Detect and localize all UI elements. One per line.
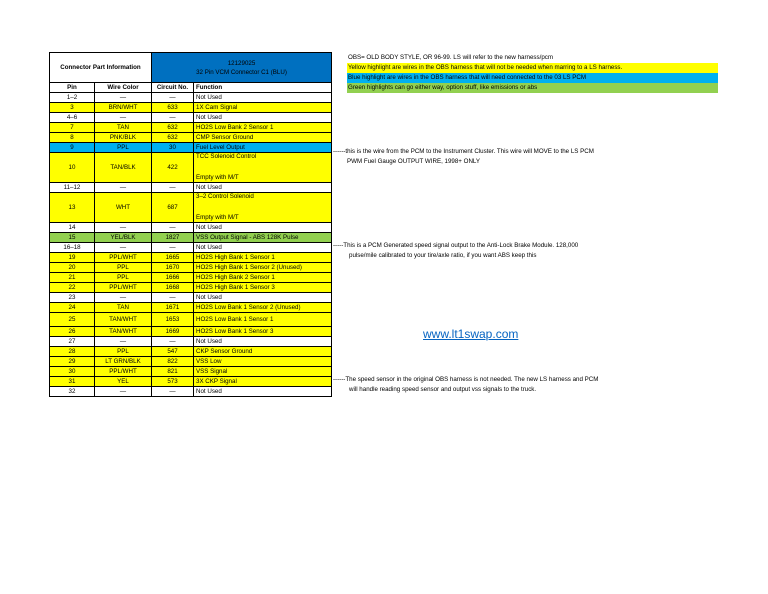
circuit-cell: 821 xyxy=(152,367,194,377)
wire-color-cell: — xyxy=(95,183,152,193)
col-header-circuit: Circuit No. xyxy=(152,83,194,93)
wire-color-cell: — xyxy=(95,113,152,123)
pin-cell: 31 xyxy=(50,377,95,387)
function-cell: Not Used xyxy=(194,337,332,347)
pin-row xyxy=(50,233,332,243)
pin-cell: 21 xyxy=(50,273,95,283)
pin-row xyxy=(50,253,332,263)
circuit-cell: 1670 xyxy=(152,263,194,273)
legend-yellow: Yellow highlight are wires in the OBS harness that will not be needed when marring to a LS harness. xyxy=(347,63,718,73)
pin-row xyxy=(50,347,332,357)
wire-color-cell: TAN/WHT xyxy=(95,313,152,327)
pin-cell: 29 xyxy=(50,357,95,367)
wire-color-cell: YEL xyxy=(95,377,152,387)
website-link[interactable]: www.lt1swap.com xyxy=(423,327,519,341)
circuit-cell: 633 xyxy=(152,103,194,113)
wire-color-cell: PPL xyxy=(95,263,152,273)
circuit-cell: 822 xyxy=(152,357,194,367)
circuit-cell: 1827 xyxy=(152,233,194,243)
pin-cell: 28 xyxy=(50,347,95,357)
pin-row xyxy=(50,123,332,133)
function-cell: Not Used xyxy=(194,243,332,253)
wire-color-cell: — xyxy=(95,93,152,103)
pin-cell: 19 xyxy=(50,253,95,263)
pin-cell: 32 xyxy=(50,387,95,397)
function-cell xyxy=(194,193,332,223)
function-cell: Not Used xyxy=(194,183,332,193)
circuit-cell: — xyxy=(152,337,194,347)
pin-row xyxy=(50,183,332,193)
circuit-cell: — xyxy=(152,113,194,123)
pin-cell: 23 xyxy=(50,293,95,303)
wire-color-cell: PNK/BLK xyxy=(95,133,152,143)
circuit-cell: 1653 xyxy=(152,313,194,327)
function-cell: 3X CKP Signal xyxy=(194,377,332,387)
pin-row xyxy=(50,367,332,377)
pin-row xyxy=(50,273,332,283)
pin-row xyxy=(50,293,332,303)
function-cell: HO2S High Bank 1 Sensor 1 xyxy=(194,253,332,263)
note-vss-output-line1: -----This is a PCM Generated speed signal output to the Anti-Lock Brake Module. 128,000 xyxy=(333,242,579,249)
note-vss-output xyxy=(333,241,578,261)
function-cell: Not Used xyxy=(194,93,332,103)
pin-cell: 16–18 xyxy=(50,243,95,253)
pin-row xyxy=(50,327,332,337)
circuit-cell: 1671 xyxy=(152,303,194,313)
function-cell: Fuel Level Output xyxy=(194,143,332,153)
pin-row xyxy=(50,143,332,153)
note-speed-sensor xyxy=(333,375,598,395)
function-cell: Not Used xyxy=(194,113,332,123)
pin-cell: 11–12 xyxy=(50,183,95,193)
function-cell: HO2S High Bank 1 Sensor 2 (Unused) xyxy=(194,263,332,273)
note-vss-output-line2: pulse/mile calibrated to your tire/axle ratio, if you want ABS keep this xyxy=(349,252,537,259)
wire-color-cell: BRN/WHT xyxy=(95,103,152,113)
legend-green: Green highlights can go either way, option stuff, like emissions or abs xyxy=(347,83,718,93)
wire-color-cell: — xyxy=(95,243,152,253)
function-cell: HO2S High Bank 1 Sensor 3 xyxy=(194,283,332,293)
wire-color-cell: YEL/BLK xyxy=(95,233,152,243)
circuit-cell: 632 xyxy=(152,123,194,133)
pin-table xyxy=(49,52,332,397)
circuit-cell: — xyxy=(152,243,194,253)
part-number: 12129025 xyxy=(227,59,256,67)
circuit-cell: 1666 xyxy=(152,273,194,283)
pin-cell: 20 xyxy=(50,263,95,273)
pin-row xyxy=(50,93,332,103)
pin-cell: 4–6 xyxy=(50,113,95,123)
pin-cell: 26 xyxy=(50,327,95,337)
wire-color-cell: LT GRN/BLK xyxy=(95,357,152,367)
pin-row xyxy=(50,377,332,387)
circuit-cell: 547 xyxy=(152,347,194,357)
pin-cell: 15 xyxy=(50,233,95,243)
note-fuel-level-line2: PWM Fuel Gauge OUTPUT WIRE, 1998+ ONLY xyxy=(347,158,481,165)
legend-obs: OBS= OLD BODY STYLE, OR 96-99. LS will refer to the new harness/pcm xyxy=(348,54,554,61)
circuit-cell: — xyxy=(152,223,194,233)
function-cell: HO2S Low Bank 1 Sensor 3 xyxy=(194,327,332,337)
circuit-cell: 30 xyxy=(152,143,194,153)
connector-info-header: Connector Part Information xyxy=(50,53,152,83)
circuit-cell: — xyxy=(152,293,194,303)
function-cell: HO2S Low Bank 1 Sensor 1 xyxy=(194,313,332,327)
function-cell: Not Used xyxy=(194,387,332,397)
wire-color-cell: TAN/WHT xyxy=(95,327,152,337)
function-cell: CMP Sensor Ground xyxy=(194,133,332,143)
wire-color-cell: PPL/WHT xyxy=(95,367,152,377)
pin-cell: 30 xyxy=(50,367,95,377)
function-cell: Not Used xyxy=(194,293,332,303)
wire-color-cell: TAN xyxy=(95,303,152,313)
function-cell: Not Used xyxy=(194,223,332,233)
connector-name: 32 Pin VCM Connector C1 (BLU) xyxy=(196,68,287,76)
function-cell: VSS Low xyxy=(194,357,332,367)
wire-color-cell: PPL/WHT xyxy=(95,253,152,263)
wire-color-cell: PPL xyxy=(95,347,152,357)
pin-row xyxy=(50,133,332,143)
circuit-cell: 1668 xyxy=(152,283,194,293)
pin-row xyxy=(50,223,332,233)
pin-row xyxy=(50,153,332,183)
function-cell: CKP Sensor Ground xyxy=(194,347,332,357)
pin-row xyxy=(50,313,332,327)
wire-color-cell: — xyxy=(95,223,152,233)
pin-row xyxy=(50,113,332,123)
wire-color-cell: PPL/WHT xyxy=(95,283,152,293)
pin-row xyxy=(50,243,332,253)
pin-row xyxy=(50,103,332,113)
pin-row xyxy=(50,193,332,223)
col-header-wire-color: Wire Color xyxy=(95,83,152,93)
circuit-cell: — xyxy=(152,183,194,193)
function-cell: 1X Cam Signal xyxy=(194,103,332,113)
note-speed-sensor-line2: will handle reading speed sensor and output vss signals to the truck. xyxy=(349,386,537,393)
wire-color-cell: PPL xyxy=(95,143,152,153)
circuit-cell: 687 xyxy=(152,193,194,223)
pin-row xyxy=(50,387,332,397)
col-header-function: Function xyxy=(194,83,332,93)
pin-row xyxy=(50,263,332,273)
function-text: 3–2 Control Solenoid xyxy=(196,193,254,200)
pin-cell: 9 xyxy=(50,143,95,153)
function-text: TCC Solenoid Control xyxy=(196,153,257,160)
legend-blue: Blue highlight are wires in the OBS harness that will need connected to the 03 LS PCM xyxy=(347,73,718,83)
connector-title-header xyxy=(152,53,332,83)
col-header-pin: Pin xyxy=(50,83,95,93)
pin-row xyxy=(50,357,332,367)
pin-cell: 24 xyxy=(50,303,95,313)
pin-cell: 7 xyxy=(50,123,95,133)
circuit-cell: — xyxy=(152,93,194,103)
wire-color-cell: TAN/BLK xyxy=(95,153,152,183)
legend xyxy=(347,53,718,93)
function-cell: HO2S Low Bank 1 Sensor 2 (Unused) xyxy=(194,303,332,313)
function-cell: VSS Signal xyxy=(194,367,332,377)
pin-row xyxy=(50,337,332,347)
circuit-cell: 632 xyxy=(152,133,194,143)
circuit-cell: 1669 xyxy=(152,327,194,337)
wire-color-cell: PPL xyxy=(95,273,152,283)
pin-cell: 8 xyxy=(50,133,95,143)
function-note: Empty with M/T xyxy=(196,214,239,221)
circuit-cell: 573 xyxy=(152,377,194,387)
pin-cell: 27 xyxy=(50,337,95,347)
circuit-cell: — xyxy=(152,387,194,397)
circuit-cell: 422 xyxy=(152,153,194,183)
pin-cell: 10 xyxy=(50,153,95,183)
note-speed-sensor-line1: ------The speed sensor in the original OBS harness is not needed. The new LS harness and PCM xyxy=(333,376,599,383)
wire-color-cell: — xyxy=(95,387,152,397)
wire-color-cell: WHT xyxy=(95,193,152,223)
function-cell: HO2S Low Bank 2 Sensor 1 xyxy=(194,123,332,133)
pin-row xyxy=(50,303,332,313)
function-note: Empty with M/T xyxy=(196,174,239,181)
pin-cell: 1–2 xyxy=(50,93,95,103)
pin-cell: 22 xyxy=(50,283,95,293)
pin-row xyxy=(50,283,332,293)
pin-cell: 13 xyxy=(50,193,95,223)
note-fuel-level-line1: ------this is the wire from the PCM to the Instrument Cluster. This wire will MOVE to the LS PCM xyxy=(333,148,594,155)
pin-cell: 3 xyxy=(50,103,95,113)
note-fuel-level xyxy=(333,147,594,167)
wire-color-cell: TAN xyxy=(95,123,152,133)
function-cell: HO2S High Bank 2 Sensor 1 xyxy=(194,273,332,283)
wire-color-cell: — xyxy=(95,337,152,347)
function-cell xyxy=(194,153,332,183)
function-cell: VSS Output Signal - ABS 128K Pulse xyxy=(194,233,332,243)
wire-color-cell: — xyxy=(95,293,152,303)
pin-cell: 25 xyxy=(50,313,95,327)
pin-cell: 14 xyxy=(50,223,95,233)
circuit-cell: 1665 xyxy=(152,253,194,263)
